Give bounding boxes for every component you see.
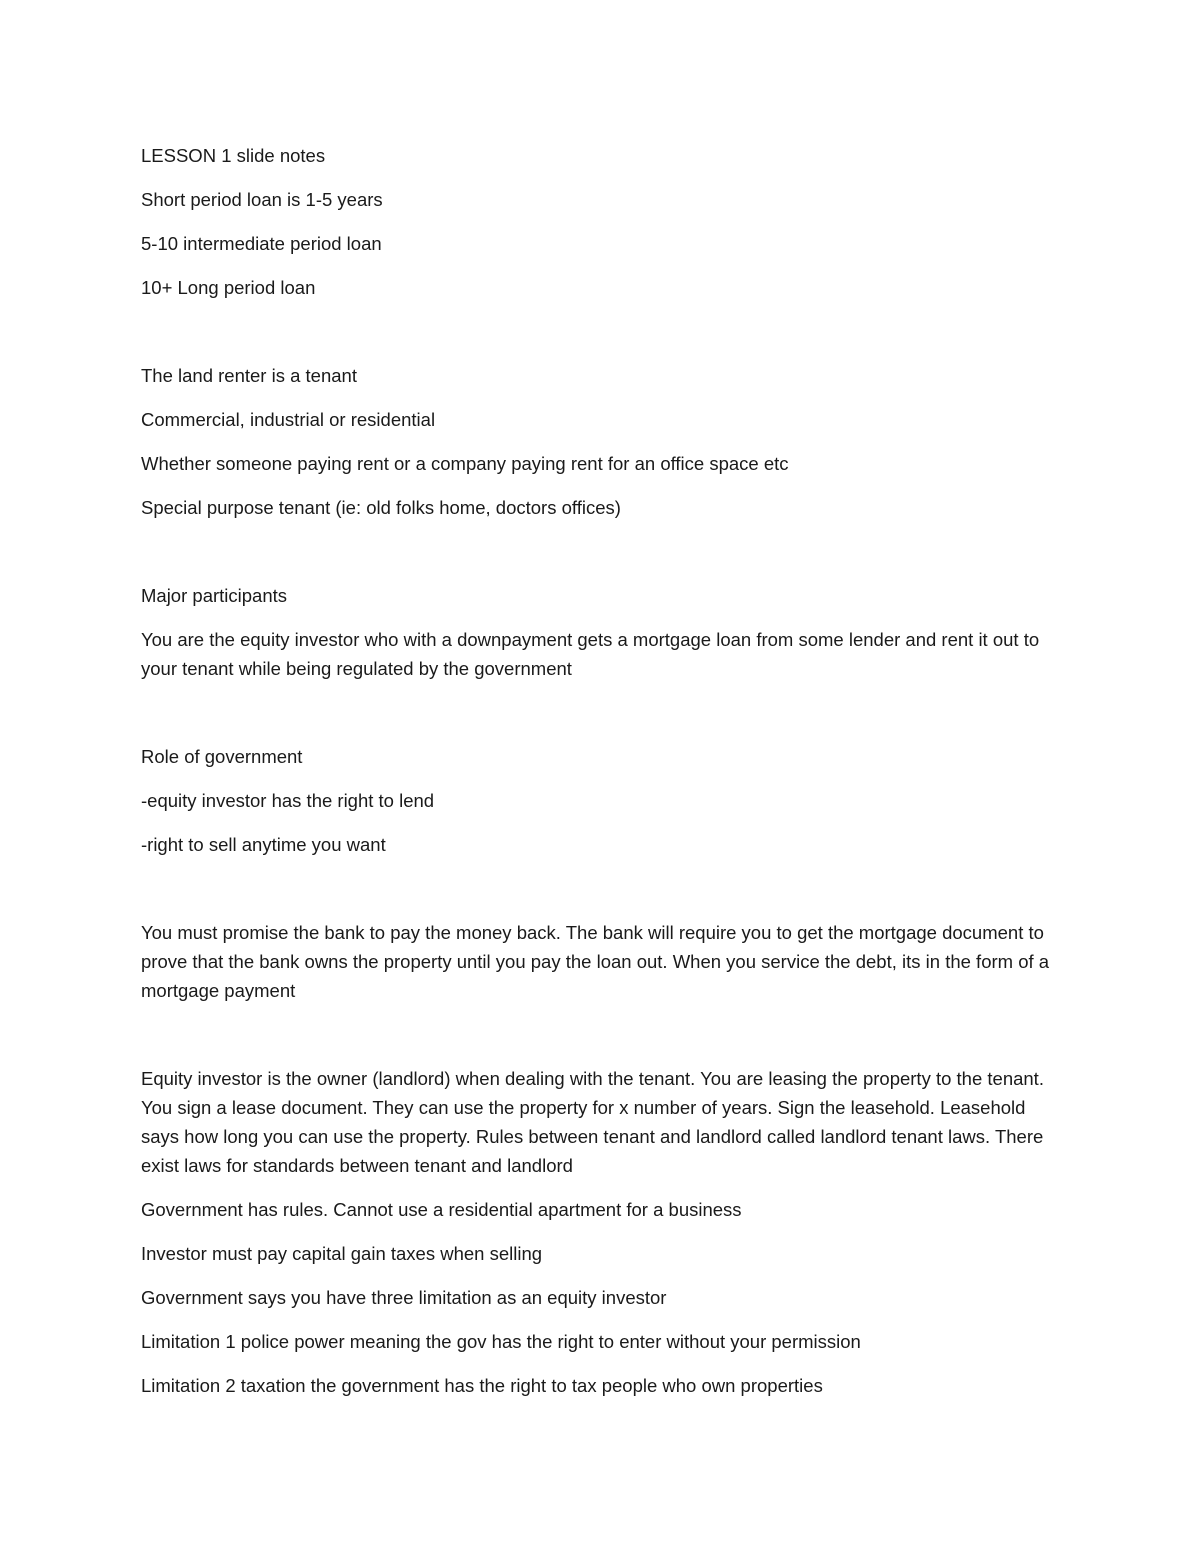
blank-line [141,1020,1061,1064]
paragraph-government-rules: Government has rules. Cannot use a residential apartment for a business [141,1199,742,1220]
paragraph-limitation-2: Limitation 2 taxation the government has the right to tax people who own properties [141,1375,823,1396]
paragraph-long-loan: 10+ Long period loan [141,277,316,298]
paragraph-special-purpose: Special purpose tenant (ie: old folks home, doctors offices) [141,497,621,518]
paragraph-commercial: Commercial, industrial or residential [141,409,436,430]
paragraph-limitation-1: Limitation 1 police power meaning the gov has the right to enter without your permission [141,1331,861,1352]
paragraph-right-to-lend: -equity investor has the right to lend [141,790,435,811]
blank-line [141,698,1061,742]
paragraph-short-loan: Short period loan is 1-5 years [141,189,383,210]
blank-line [141,537,1061,581]
blank-line [141,317,1061,361]
paragraph-three-limitations: Government says you have three limitation as an equity investor [141,1287,667,1308]
paragraph-land-renter: The land renter is a tenant [141,365,357,386]
paragraph-promise-bank: You must promise the bank to pay the money back. The bank will require you to get the mortgage document to prove that the bank owns the property until you pay the loan out. When you service the debt, its in the form of a mortgage payment [141,922,1050,1001]
paragraph-whether: Whether someone paying rent or a company paying rent for an office space etc [141,453,789,474]
paragraph-right-to-sell: -right to sell anytime you want [141,834,386,855]
heading-major-participants: Major participants [141,585,288,606]
blank-line [141,874,1061,918]
lesson-title: LESSON 1 slide notes [141,145,326,166]
heading-role-of-government: Role of government [141,746,303,767]
paragraph-capital-gain: Investor must pay capital gain taxes when selling [141,1243,543,1264]
document-body [141,141,1061,1415]
paragraph-landlord: Equity investor is the owner (landlord) when dealing with the tenant. You are leasing the property to the tenant. You sign a lease document. They can use the property for x number of years. Sign the leasehold. Leasehold says how long you can use the property. Rules between tenant and landlord called landlord tenant laws. There exist laws for standards between tenant and landlord [141,1068,1044,1176]
paragraph-equity-investor: You are the equity investor who with a downpayment gets a mortgage loan from some lender and rent it out to your tenant while being regulated by the government [141,629,1040,679]
paragraph-intermediate-loan: 5-10 intermediate period loan [141,233,382,254]
